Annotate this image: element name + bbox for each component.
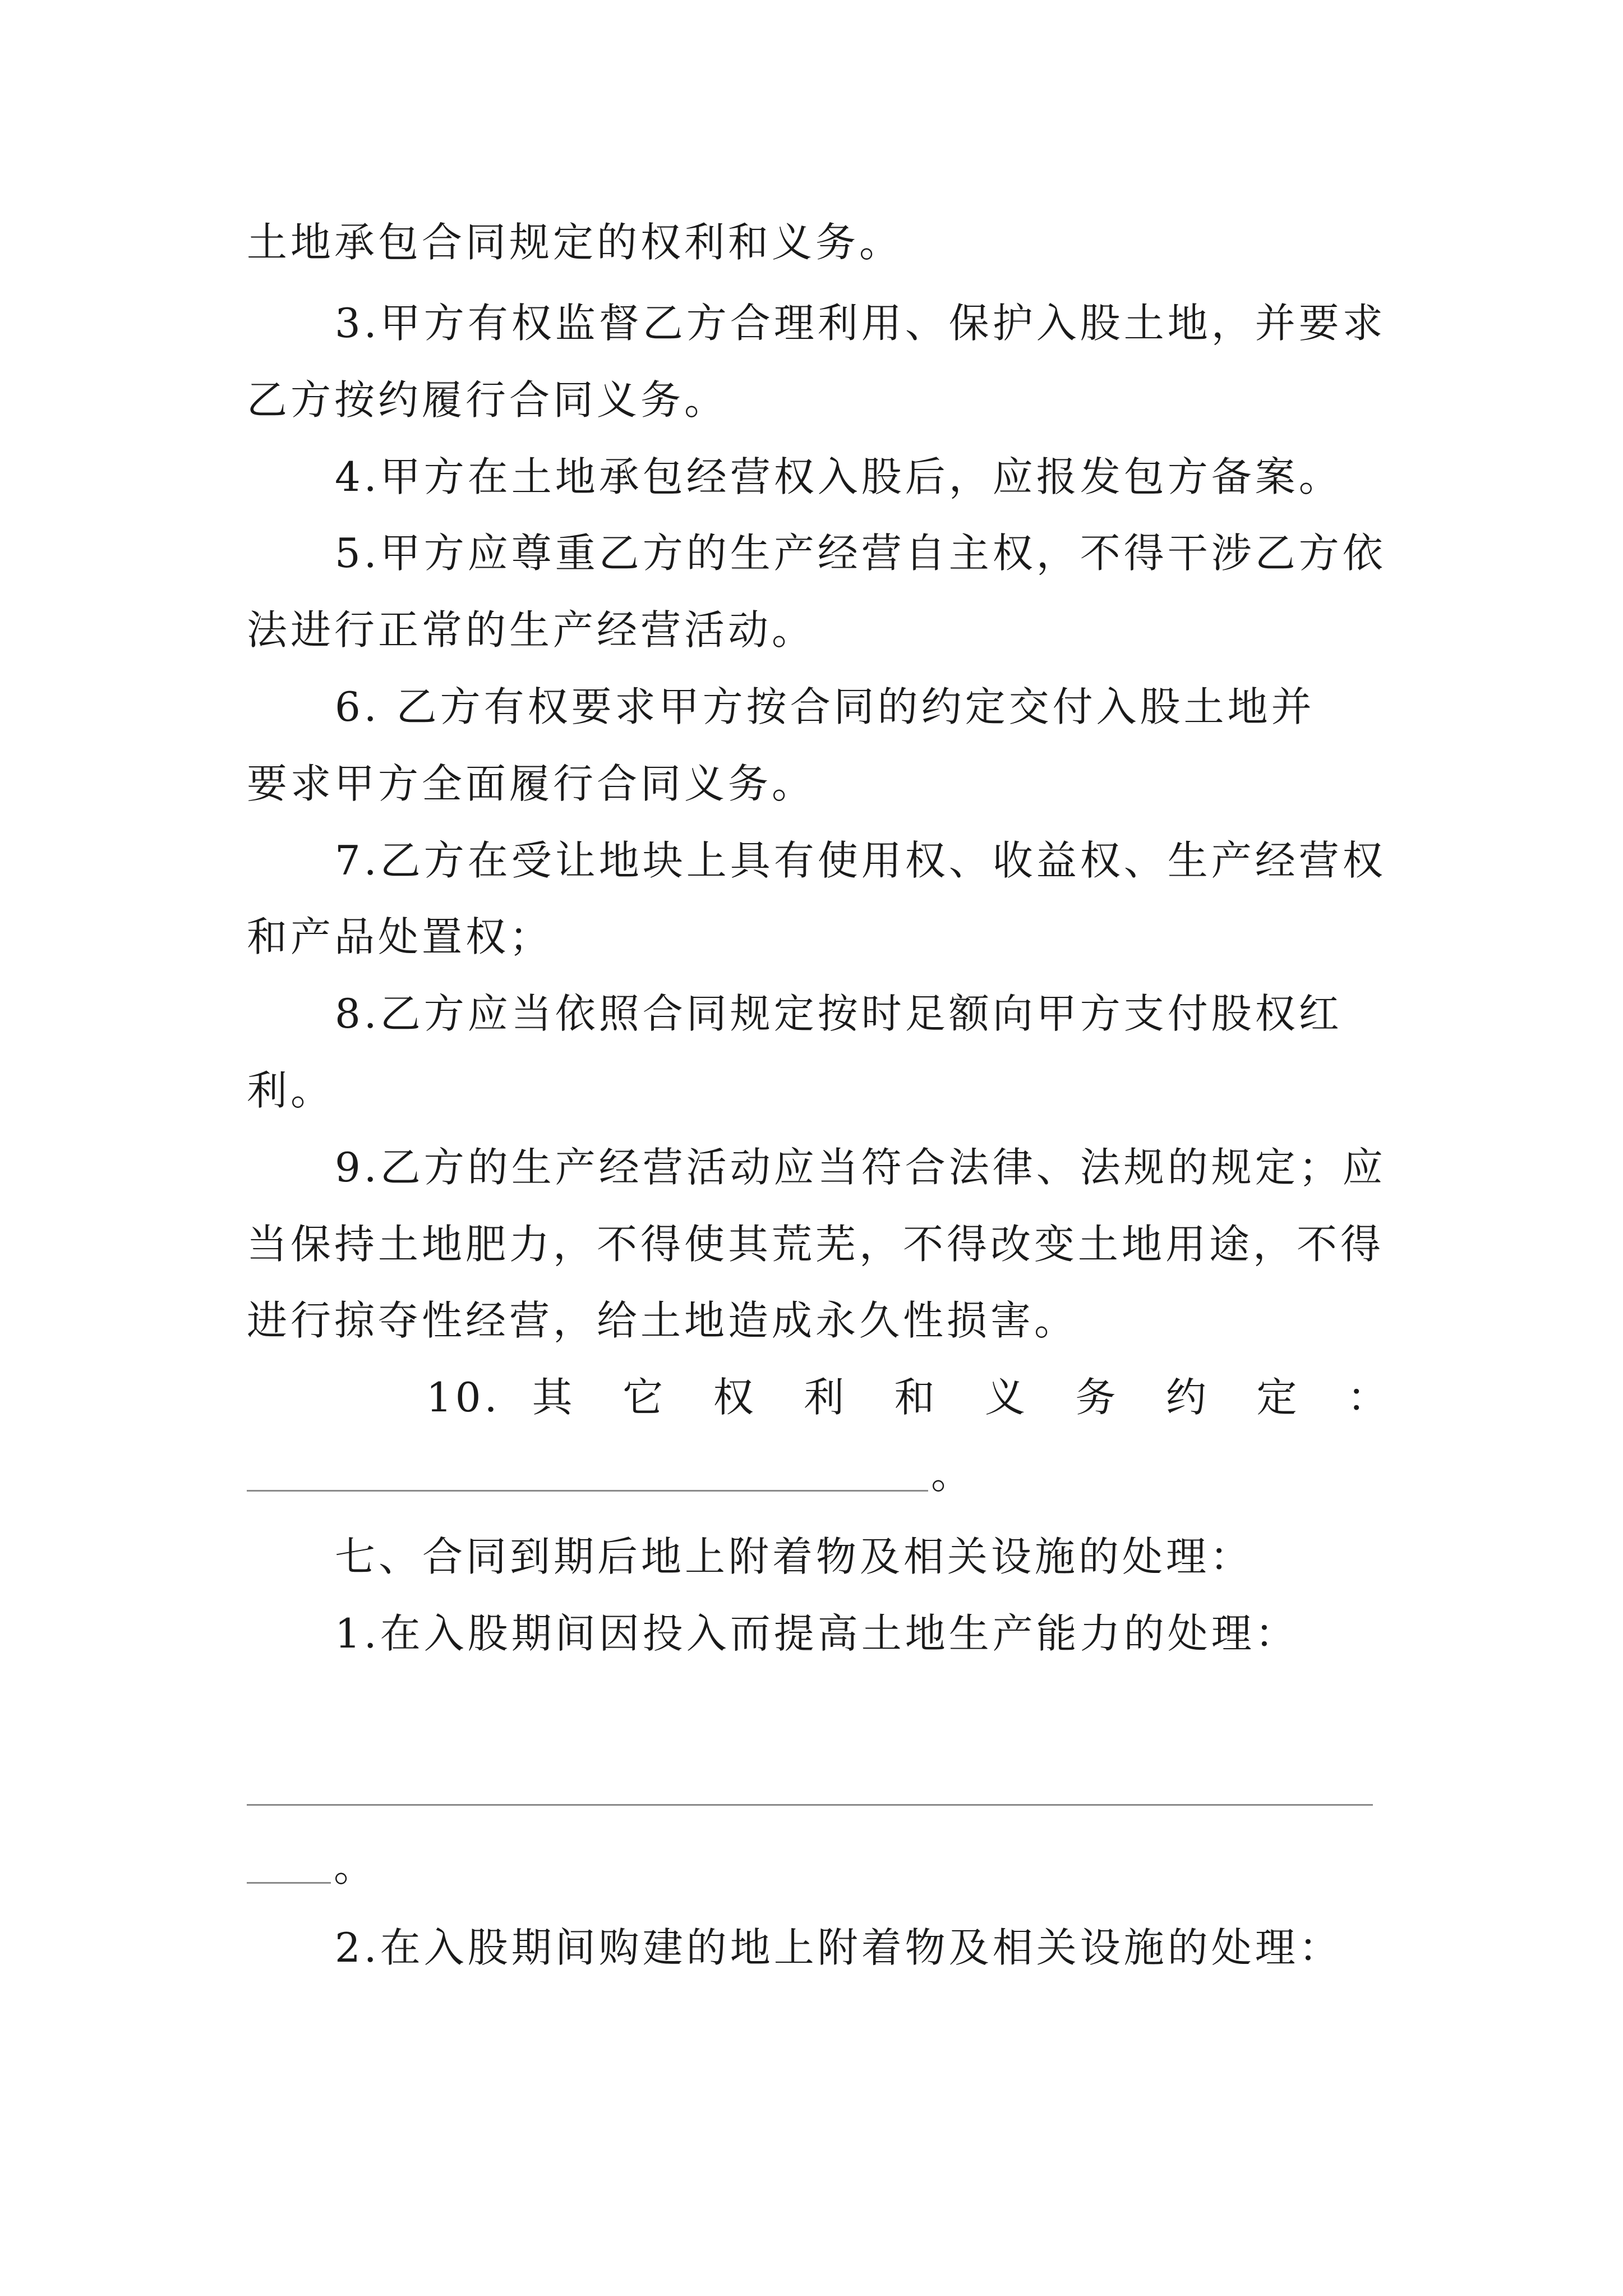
clause-7-line-2: 和产品处置权；: [247, 913, 554, 960]
section-7-item-2: 2.在入股期间购建的地上附着物及相关设施的处理：: [335, 1924, 1343, 1971]
period-mark: 。: [334, 1843, 375, 1890]
fill-in-blank-line: [247, 1804, 1373, 1806]
text-line: 土地承包合同规定的权利和义务。: [247, 219, 903, 266]
clause-5-line-2: 法进行正常的生产经营活动。: [247, 606, 816, 654]
period-mark: 。: [931, 1451, 972, 1498]
clause-8-line-1: 8.乙方应当依照合同规定按时足额向甲方支付股权红: [335, 990, 1343, 1037]
clause-9-line-1: 9.乙方的生产经营活动应当符合法律、法规的规定；应: [335, 1144, 1386, 1191]
clause-7-line-1: 7.乙方在受让地块上具有使用权、收益权、生产经营权: [335, 837, 1386, 884]
clause-10: 10. 其 它 权 利 和 义 务 约 定 ：: [426, 1374, 1391, 1421]
clause-3-line-1: 3.甲方有权监督乙方合理利用、保护入股土地，并要求: [335, 300, 1386, 347]
clause-9-line-2: 当保持土地肥力，不得使其荒芜，不得改变土地用途，不得: [247, 1221, 1385, 1268]
clause-5-line-1: 5.甲方应尊重乙方的生产经营自主权，不得干涉乙方依: [335, 530, 1386, 577]
fill-in-blank-line: [247, 1882, 331, 1884]
clause-8-line-2: 利。: [247, 1067, 335, 1114]
clause-9-line-3: 进行掠夺性经营，给土地造成永久性损害。: [247, 1297, 1078, 1344]
clause-3-line-2: 乙方按约履行合同义务。: [247, 376, 728, 424]
clause-6-line-1: 6. 乙方有权要求甲方按合同的约定交付入股土地并: [335, 683, 1315, 730]
section-7-item-1: 1.在入股期间因投入而提高土地生产能力的处理：: [335, 1610, 1299, 1657]
section-7-heading: 七、合同到期后地上附着物及相关设施的处理：: [335, 1533, 1254, 1580]
clause-4: 4.甲方在土地承包经营权入股后，应报发包方备案。: [335, 453, 1343, 500]
clause-6-line-2: 要求甲方全面履行合同义务。: [247, 760, 816, 807]
fill-in-blank-line: [247, 1490, 928, 1492]
